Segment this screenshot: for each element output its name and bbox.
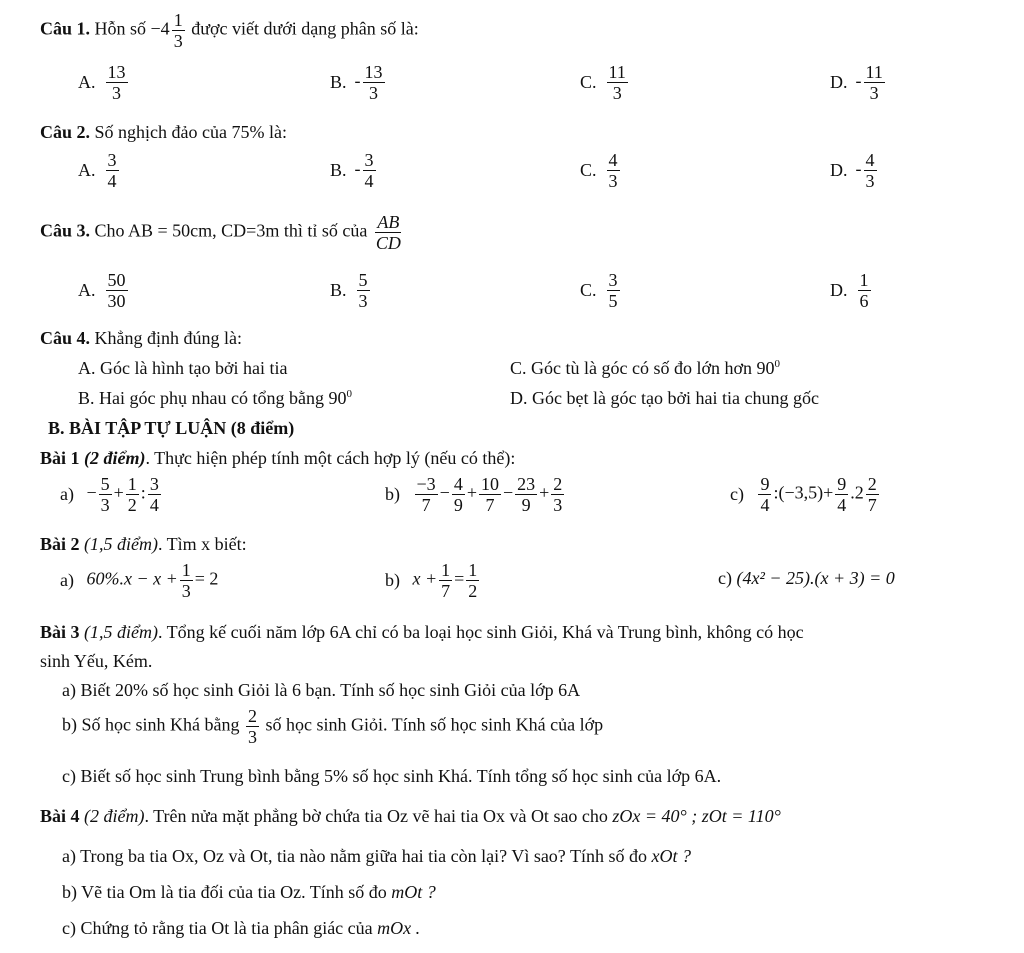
fraction-denominator: 5 bbox=[608, 291, 618, 311]
item-label: b) bbox=[385, 484, 400, 504]
q4-option-b[interactable] bbox=[78, 386, 352, 410]
fraction-denominator: 4 bbox=[837, 495, 847, 515]
q2-option-b[interactable] bbox=[330, 150, 378, 191]
fraction-numerator: 1 bbox=[859, 270, 869, 290]
bai4-title: Bài 4 bbox=[40, 806, 80, 826]
q1-option-d[interactable] bbox=[830, 62, 887, 103]
fraction-denominator: 4 bbox=[107, 171, 117, 191]
option-text: D. Góc bẹt là góc tạo bởi hai tia chung gốc bbox=[510, 388, 819, 408]
section-b-heading: B. BÀI TẬP TỰ LUẬN (8 điểm) bbox=[48, 418, 295, 438]
fraction-denominator: 2 bbox=[468, 581, 478, 601]
bai1-a: a) − $\frac{5}{3}$ + $\frac{1}{2}$ : $\frac{3}{4}$ bbox=[60, 474, 159, 515]
option-text: C. Góc tù là góc có số đo lớn hơn 90 bbox=[510, 358, 775, 378]
fraction-denominator: 9 bbox=[453, 495, 463, 515]
bai2-line bbox=[40, 532, 247, 556]
fraction-denominator: 4 bbox=[149, 495, 159, 515]
bai3-c: c) Biết số học sinh Trung bình bằng 5% số học sinh Khá. Tính tổng số học sinh của lớp 6A. bbox=[62, 766, 722, 786]
q4-option-a[interactable] bbox=[78, 356, 287, 380]
angle-ref: xOt ? bbox=[651, 846, 691, 866]
fraction-denominator: CD bbox=[375, 233, 401, 253]
expr-part: = bbox=[454, 568, 465, 589]
expr-part: 60%.x − x + bbox=[86, 568, 178, 589]
fraction-numerator: 11 bbox=[608, 62, 626, 82]
fraction bbox=[439, 560, 452, 601]
fraction bbox=[148, 474, 161, 515]
option-text: A. Góc là hình tạo bởi hai tia bbox=[78, 358, 288, 378]
item-label: a) bbox=[60, 484, 74, 504]
fraction-numerator: 4 bbox=[608, 150, 618, 170]
fraction-numerator: 3 bbox=[107, 150, 117, 170]
fraction-denominator: 3 bbox=[865, 171, 875, 191]
bai2-a bbox=[60, 560, 218, 601]
bai3-b bbox=[62, 706, 603, 747]
option-fraction bbox=[864, 62, 885, 103]
option-label: D. bbox=[830, 160, 848, 180]
option-fraction bbox=[607, 62, 628, 103]
fraction bbox=[835, 474, 848, 515]
fraction-numerator: 5 bbox=[358, 270, 368, 290]
fraction-numerator: 1 bbox=[441, 560, 451, 580]
q2-option-d[interactable] bbox=[830, 150, 879, 191]
fraction-denominator: 3 bbox=[181, 581, 191, 601]
q4-line bbox=[40, 326, 242, 350]
q4-option-c[interactable] bbox=[510, 356, 780, 380]
fraction-denominator: 3 bbox=[358, 291, 368, 311]
fraction-numerator: 9 bbox=[760, 474, 770, 494]
fraction-denominator: 2 bbox=[127, 495, 137, 515]
fraction-denominator: 3 bbox=[612, 83, 622, 103]
q3-option-b[interactable] bbox=[330, 270, 372, 311]
fraction-numerator: 50 bbox=[107, 270, 126, 290]
option-label: C. bbox=[580, 160, 597, 180]
fraction-denominator: 4 bbox=[760, 495, 770, 515]
fraction bbox=[466, 560, 479, 601]
fraction-numerator: 2 bbox=[553, 474, 563, 494]
fraction-denominator: 7 bbox=[421, 495, 431, 515]
fraction-numerator: 1 bbox=[127, 474, 137, 494]
expr-part: .2 bbox=[850, 482, 864, 503]
fraction-denominator: 30 bbox=[107, 291, 126, 311]
option-label: C. bbox=[580, 280, 597, 300]
fraction bbox=[99, 474, 112, 515]
fraction-denominator: 9 bbox=[521, 495, 531, 515]
fraction-numerator: AB bbox=[377, 212, 400, 232]
bai2-points: (1,5 điểm) bbox=[84, 534, 158, 554]
bai4-angles: zOx = 40° ; zOt = 110° bbox=[612, 806, 781, 826]
fraction bbox=[758, 474, 771, 515]
q3-line bbox=[40, 212, 405, 253]
q2-prefix: Câu 2. bbox=[40, 122, 91, 142]
q4-text: Khẳng định đúng là: bbox=[94, 328, 242, 348]
q1-option-a[interactable] bbox=[78, 62, 130, 103]
bai1-title: Bài 1 bbox=[40, 448, 80, 468]
angle-ref: mOx . bbox=[377, 918, 421, 938]
option-sign: - bbox=[354, 158, 361, 179]
option-label: D. bbox=[830, 280, 848, 300]
q3-ratio bbox=[374, 212, 403, 253]
fraction-numerator: 1 bbox=[173, 10, 183, 30]
bai4-b bbox=[62, 880, 436, 904]
bai4-text: . Trên nửa mặt phẳng bờ chứa tia Oz vẽ hai tia Ox và Ot sao cho bbox=[144, 806, 608, 826]
expr-part: b) Số học sinh Khá bằng bbox=[62, 714, 240, 735]
fraction-numerator: 11 bbox=[865, 62, 883, 82]
option-fraction bbox=[864, 150, 877, 191]
option-sign: - bbox=[855, 158, 862, 179]
option-label: A. bbox=[78, 280, 96, 300]
q2-option-a[interactable] bbox=[78, 150, 121, 191]
bai3-title: Bài 3 bbox=[40, 622, 80, 642]
fraction-numerator: 4 bbox=[865, 150, 875, 170]
bai4-line bbox=[40, 804, 781, 828]
option-label: B. bbox=[330, 72, 347, 92]
fraction-denominator: 3 bbox=[369, 83, 379, 103]
expr-part: :(−3,5)+ bbox=[773, 482, 834, 503]
fraction bbox=[246, 706, 259, 747]
bai1-line bbox=[40, 446, 515, 470]
fraction-denominator: 7 bbox=[441, 581, 451, 601]
option-fraction bbox=[106, 270, 128, 311]
option-label: B. bbox=[330, 280, 347, 300]
fraction-numerator: 5 bbox=[100, 474, 110, 494]
fraction-numerator: 3 bbox=[149, 474, 159, 494]
bai4-a bbox=[62, 844, 691, 868]
expr-part: x + bbox=[412, 568, 438, 589]
bai1-c bbox=[730, 474, 881, 515]
bai1-b: b) $\frac{-3}{7}$ − $\frac{4}{9}$ + $\frac{10}{7}$ − $\frac{23}{9}$ + $\frac{2}{3}$ bbox=[385, 474, 563, 515]
q1-option-c[interactable] bbox=[580, 62, 630, 103]
option-sign: - bbox=[354, 70, 361, 91]
bai1-text: . Thực hiện phép tính một cách hợp lý (nếu có thể): bbox=[145, 448, 516, 468]
expr-part: (4x² − 25).(x + 3) = 0 bbox=[736, 568, 895, 588]
option-fraction bbox=[607, 150, 620, 191]
q1-mixed-sign: −4 bbox=[150, 18, 170, 39]
fraction-denominator: 3 bbox=[553, 495, 563, 515]
option-fraction bbox=[858, 270, 871, 311]
q2-option-c[interactable] bbox=[580, 150, 622, 191]
fraction-numerator: 13 bbox=[364, 62, 383, 82]
option-fraction bbox=[106, 62, 128, 103]
option-label: B. bbox=[330, 160, 347, 180]
item-label: a) bbox=[60, 570, 74, 590]
q1-text-b: được viết dưới dạng phân số là: bbox=[191, 18, 419, 39]
option-fraction bbox=[363, 150, 376, 191]
q3-option-d[interactable] bbox=[830, 270, 873, 311]
bai2-text: . Tìm x biết: bbox=[158, 534, 247, 554]
option-fraction bbox=[607, 270, 620, 311]
bai2-title: Bài 2 bbox=[40, 534, 80, 554]
expr-part: số học sinh Giỏi. Tính số học sinh Khá của lớp bbox=[265, 714, 604, 735]
q3-option-c[interactable] bbox=[580, 270, 622, 311]
bai2-c bbox=[718, 566, 895, 590]
q2-line bbox=[40, 120, 287, 144]
q2-text: Số nghịch đảo của 75% là: bbox=[94, 122, 287, 142]
fraction-numerator: 4 bbox=[453, 474, 463, 494]
option-fraction bbox=[363, 62, 385, 103]
fraction-denominator: 3 bbox=[173, 31, 183, 51]
option-fraction bbox=[106, 150, 119, 191]
q3-prefix: Câu 3. bbox=[40, 220, 91, 241]
expr-part: a) Trong ba tia Ox, Oz và Ot, tia nào nằm giữa hai tia còn lại? Vì sao? Tính số đo bbox=[62, 846, 647, 866]
expr-part: c) Chứng tỏ rằng tia Ot là tia phân giác của bbox=[62, 918, 373, 938]
bai3-text: . Tổng kế cuối năm lớp 6A chỉ có ba loại học sinh Giỏi, Khá và Trung bình, không có học bbox=[158, 622, 804, 642]
fraction-numerator: 1 bbox=[181, 560, 191, 580]
bai3-line1 bbox=[40, 620, 804, 644]
q1-mixed-fraction bbox=[172, 10, 185, 51]
bai3-a: a) Biết 20% số học sinh Giỏi là 6 bạn. Tính số học sinh Giỏi của lớp 6A bbox=[62, 680, 581, 700]
fraction-numerator: 13 bbox=[107, 62, 126, 82]
expr-part: b) Vẽ tia Om là tia đối của tia Oz. Tính số đo bbox=[62, 882, 387, 902]
bai4-points: (2 điểm) bbox=[84, 806, 145, 826]
fraction-denominator: 3 bbox=[100, 495, 110, 515]
bai4-c bbox=[62, 916, 420, 940]
fraction-numerator: 23 bbox=[517, 474, 536, 494]
fraction-numerator: 1 bbox=[468, 560, 478, 580]
q1-prefix: Câu 1. bbox=[40, 18, 91, 39]
fraction-numerator: 3 bbox=[364, 150, 374, 170]
fraction bbox=[452, 474, 465, 515]
fraction bbox=[180, 560, 193, 601]
option-label: C. bbox=[580, 72, 597, 92]
fraction-denominator: 7 bbox=[867, 495, 877, 515]
fraction-numerator: 9 bbox=[837, 474, 847, 494]
fraction-denominator: 3 bbox=[608, 171, 618, 191]
fraction bbox=[866, 474, 879, 515]
expr-part: = 2 bbox=[194, 568, 219, 589]
q1-option-b[interactable] bbox=[330, 62, 387, 103]
fraction-denominator: 3 bbox=[869, 83, 879, 103]
option-text: B. Hai góc phụ nhau có tổng bằng 90 bbox=[78, 388, 347, 408]
option-fraction bbox=[357, 270, 370, 311]
item-label: c) bbox=[718, 568, 732, 588]
bai3-points: (1,5 điểm) bbox=[84, 622, 158, 642]
q4-option-d[interactable] bbox=[510, 386, 819, 410]
minus-sign: − bbox=[86, 482, 97, 503]
fraction-numerator: 2 bbox=[867, 474, 877, 494]
fraction bbox=[515, 474, 537, 515]
option-label: D. bbox=[830, 72, 848, 92]
fraction-denominator: 7 bbox=[485, 495, 495, 515]
fraction-numerator: −3 bbox=[416, 474, 436, 494]
fraction-denominator: 4 bbox=[364, 171, 374, 191]
bai2-b bbox=[385, 560, 481, 601]
fraction-numerator: 2 bbox=[247, 706, 257, 726]
fraction-denominator: 3 bbox=[112, 83, 121, 103]
fraction bbox=[479, 474, 501, 515]
q4-prefix: Câu 4. bbox=[40, 328, 91, 348]
item-label: b) bbox=[385, 570, 400, 590]
fraction-denominator: 6 bbox=[859, 291, 869, 311]
q3-option-a[interactable] bbox=[78, 270, 130, 311]
item-label: c) bbox=[730, 484, 744, 504]
option-sign: - bbox=[855, 70, 862, 91]
q1-line bbox=[40, 10, 419, 51]
angle-ref: mOt ? bbox=[391, 882, 436, 902]
fraction bbox=[415, 474, 438, 515]
q3-text: Cho AB = 50cm, CD=3m thì tỉ số của bbox=[94, 220, 368, 241]
fraction-denominator: 3 bbox=[247, 727, 257, 747]
fraction-numerator: 10 bbox=[480, 474, 499, 494]
fraction bbox=[126, 474, 139, 515]
degree-superscript: 0 bbox=[774, 358, 781, 370]
fraction-numerator: 3 bbox=[608, 270, 618, 290]
q1-text-a: Hỗn số bbox=[94, 18, 147, 39]
fraction bbox=[551, 474, 564, 515]
option-label: A. bbox=[78, 72, 96, 92]
bai3-text-cont: sinh Yếu, Kém. bbox=[40, 651, 153, 671]
bai1-points: (2 điểm) bbox=[84, 448, 146, 468]
degree-superscript: 0 bbox=[346, 388, 352, 400]
option-label: A. bbox=[78, 160, 96, 180]
